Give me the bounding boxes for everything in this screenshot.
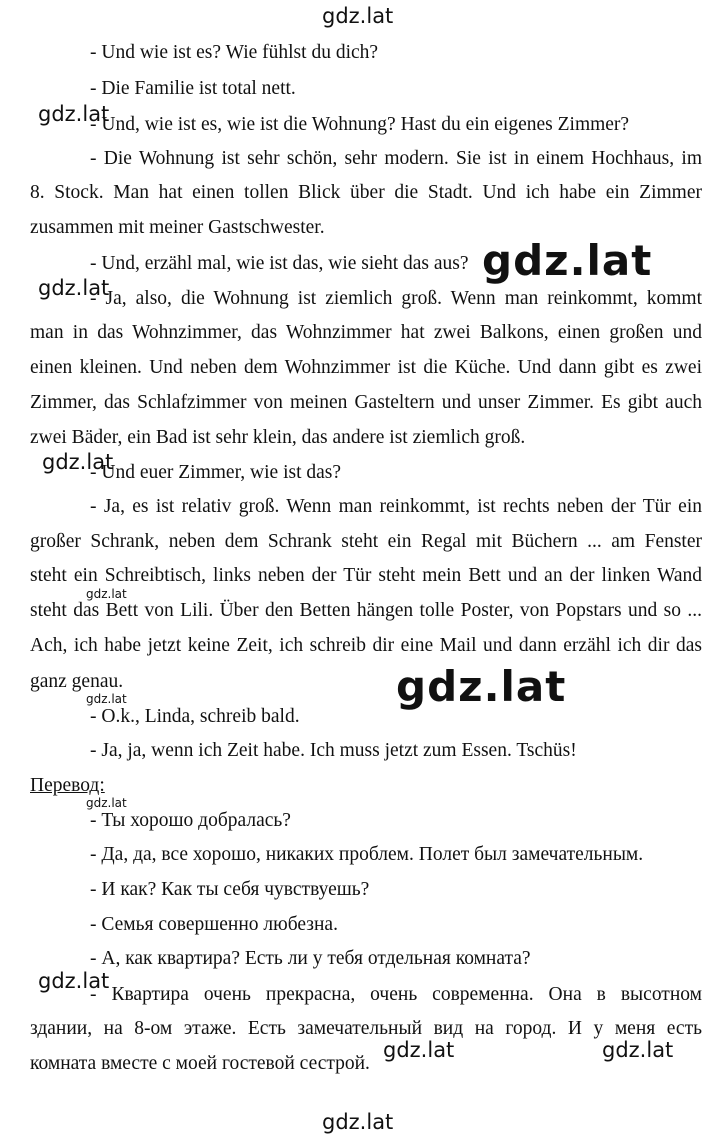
watermark: gdz.lat [42, 450, 114, 474]
text-line: zusammen mit meiner Gastschwester. [30, 217, 325, 238]
text-line: - Ja, es ist relativ groß. Wenn man reinkommt, ist rechts neben der Tür ein [90, 496, 702, 517]
watermark: gdz.lat [86, 692, 127, 706]
text-line: man in das Wohnzimmer, das Wohnzimmer hat zwei Balkons, einen großen und [30, 322, 702, 343]
text-line: - Und, erzähl mal, wie ist das, wie sieht das aus? [90, 253, 469, 274]
watermark: gdz.lat [383, 1038, 455, 1062]
text-line: Ach, ich habe jetzt keine Zeit, ich schreib dir eine Mail und dann erzähl ich dir das [30, 635, 702, 656]
text-line: steht das Bett von Lili. Über den Betten hängen tolle Poster, von Popstars und so ... [30, 600, 702, 621]
text-line: - Ja, ja, wenn ich Zeit habe. Ich muss jetzt zum Essen. Tschüs! [90, 740, 577, 761]
text-line: здании, на 8-ом этаже. Есть замечательный вид на город. И у меня есть [30, 1018, 702, 1039]
watermark: gdz.lat [602, 1038, 674, 1062]
text-line: - Семья совершенно любезна. [90, 914, 338, 935]
text-line: einen kleinen. Und neben dem Wohnzimmer ist die Küche. Und dann gibt es zwei [30, 357, 702, 378]
watermark: gdz.lat [38, 969, 110, 993]
text-line: - Und euer Zimmer, wie ist das? [90, 462, 342, 483]
watermark: gdz.lat [396, 662, 567, 711]
text-line: - Ты хорошо добралась? [90, 810, 291, 831]
text-line: - А, как квартира? Есть ли у тебя отдельная комната? [90, 948, 531, 969]
text-line: - Die Wohnung ist sehr schön, sehr modern. Sie ist in einem Hochhaus, im [90, 148, 702, 169]
text-line: - И как? Как ты себя чувствуешь? [90, 879, 370, 900]
watermark: gdz.lat [86, 796, 127, 810]
text-line: steht ein Schreibtisch, links neben der Tür steht mein Bett und an der linken Wand [30, 565, 702, 586]
text-line: großer Schrank, neben dem Schrank steht ein Regal mit Büchern ... am Fenster [30, 531, 702, 552]
text-line: - Квартира очень прекрасна, очень современна. Она в высотном [90, 984, 702, 1005]
text-line: - Die Familie ist total nett. [90, 78, 296, 99]
translation-heading: Перевод: [30, 775, 105, 796]
text-line: 8. Stock. Man hat einen tollen Blick über die Stadt. Und ich habe ein Zimmer [30, 182, 702, 203]
watermark: gdz.lat [86, 587, 127, 601]
text-line: zwei Bäder, ein Bad ist sehr klein, das andere ist ziemlich groß. [30, 427, 526, 448]
text-line: - O.k., Linda, schreib bald. [90, 706, 300, 727]
text-line: Zimmer, das Schlafzimmer von meinen Gasteltern und unser Zimmer. Es gibt auch [30, 392, 702, 413]
watermark: gdz.lat [322, 1110, 394, 1134]
watermark: gdz.lat [38, 102, 110, 126]
text-line: - Да, да, все хорошо, никаких проблем. Полет был замечательным. [90, 844, 644, 865]
watermark: gdz.lat [322, 4, 394, 28]
text-line: - Und wie ist es? Wie fühlst du dich? [90, 42, 379, 63]
text-line: - Ja, also, die Wohnung ist ziemlich groß. Wenn man reinkommt, kommt [90, 288, 702, 309]
watermark: gdz.lat [38, 276, 110, 300]
text-line: - Und, wie ist es, wie ist die Wohnung? Hast du ein eigenes Zimmer? [90, 114, 630, 135]
text-line: ganz genau. [30, 671, 124, 692]
watermark: gdz.lat [482, 236, 653, 285]
text-line: комната вместе с моей гостевой сестрой. [30, 1053, 370, 1074]
